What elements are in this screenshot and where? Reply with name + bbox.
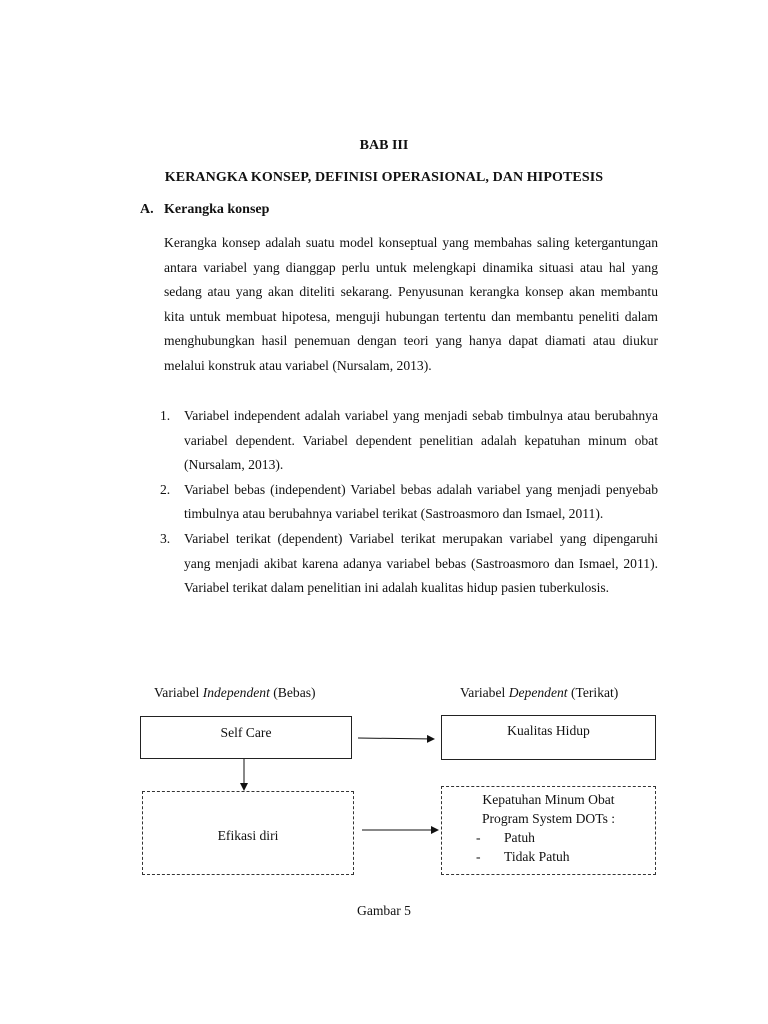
kualitas-hidup-box	[441, 715, 656, 760]
section-title: Kerangka konsep	[164, 202, 270, 217]
list-item	[476, 847, 655, 866]
box-line: Kepatuhan Minum Obat	[482, 792, 615, 807]
list-item	[160, 478, 658, 527]
list-number: 2.	[160, 481, 171, 497]
figure-caption: Gambar 5	[357, 903, 411, 918]
intro-paragraph: Kerangka konsep adalah suatu model konseptual yang membahas saling ketergantungan antara variabel yang dianggap perlu untuk melengkapi dinamika situasi atau hal yang sedang atau yang akan diteliti sekarang. Penyusunan kerangka konsep akan membantu kita untuk membuat hipotesa, menguji hubungan tertentu dan membantu peneliti dalam menghubungkan hasil penemuan dengan teori yang hanya dapat diamati atau diukur melalui konstruk atau variabel (Nursalam, 2013).	[164, 235, 658, 373]
box-label: Efikasi diri	[217, 828, 279, 843]
dependent-label	[460, 685, 618, 701]
self-care-box	[140, 716, 352, 759]
label-italic: Dependent	[508, 685, 568, 700]
label-text: (Terikat)	[567, 685, 619, 700]
box-label: Kualitas Hidup	[507, 723, 590, 738]
list-item	[160, 404, 658, 478]
label-italic: Independent	[202, 685, 270, 700]
list-text: Variabel terikat (dependent) Variabel terikat merupakan variabel yang dipengaruhi yang menjadi akibat karena adanya variabel bebas (Sastroasmoro dan Ismael, 2011). Variabel terikat dalam penelitian ini adalah kualitas hidup pasien tuberkulosis.	[184, 530, 658, 596]
chapter-heading: BAB III	[359, 138, 409, 153]
list-number: 3.	[160, 530, 171, 546]
list-text: Variabel bebas (independent) Variabel bebas adalah variabel yang menjadi penyebab timbulnya atau berubahnya variabel terikat (Sastroasmoro dan Ismael, 2011).	[184, 481, 658, 522]
list-dash: -	[476, 830, 481, 845]
label-text: Variabel	[154, 685, 203, 700]
label-text: (Bebas)	[269, 685, 316, 700]
independent-label	[154, 685, 316, 701]
arrow-selfcare-to-kualitas	[358, 738, 434, 739]
variable-list	[160, 404, 658, 601]
list-text: Tidak Patuh	[504, 849, 570, 864]
box-label: Self Care	[220, 725, 272, 740]
list-text: Patuh	[504, 830, 535, 845]
label-text: Variabel	[460, 685, 509, 700]
kepatuhan-options	[476, 828, 655, 866]
list-item	[160, 527, 658, 601]
list-dash: -	[476, 849, 481, 864]
chapter-title: KERANGKA KONSEP, DEFINISI OPERASIONAL, DAN HIPOTESIS	[164, 170, 604, 185]
list-item	[476, 828, 655, 847]
list-number: 1.	[160, 408, 171, 423]
box-line: Program System DOTs :	[481, 811, 616, 826]
list-text: Variabel independent adalah variabel yang menjadi sebab timbulnya atau berubahnya variabel dependent. Variabel dependent penelitian adalah kepatuhan minum obat (Nursalam, 2013).	[184, 408, 658, 473]
efikasi-diri-box	[142, 791, 354, 875]
kepatuhan-box	[441, 786, 656, 875]
section-heading	[140, 202, 269, 218]
section-letter: A.	[140, 202, 154, 217]
